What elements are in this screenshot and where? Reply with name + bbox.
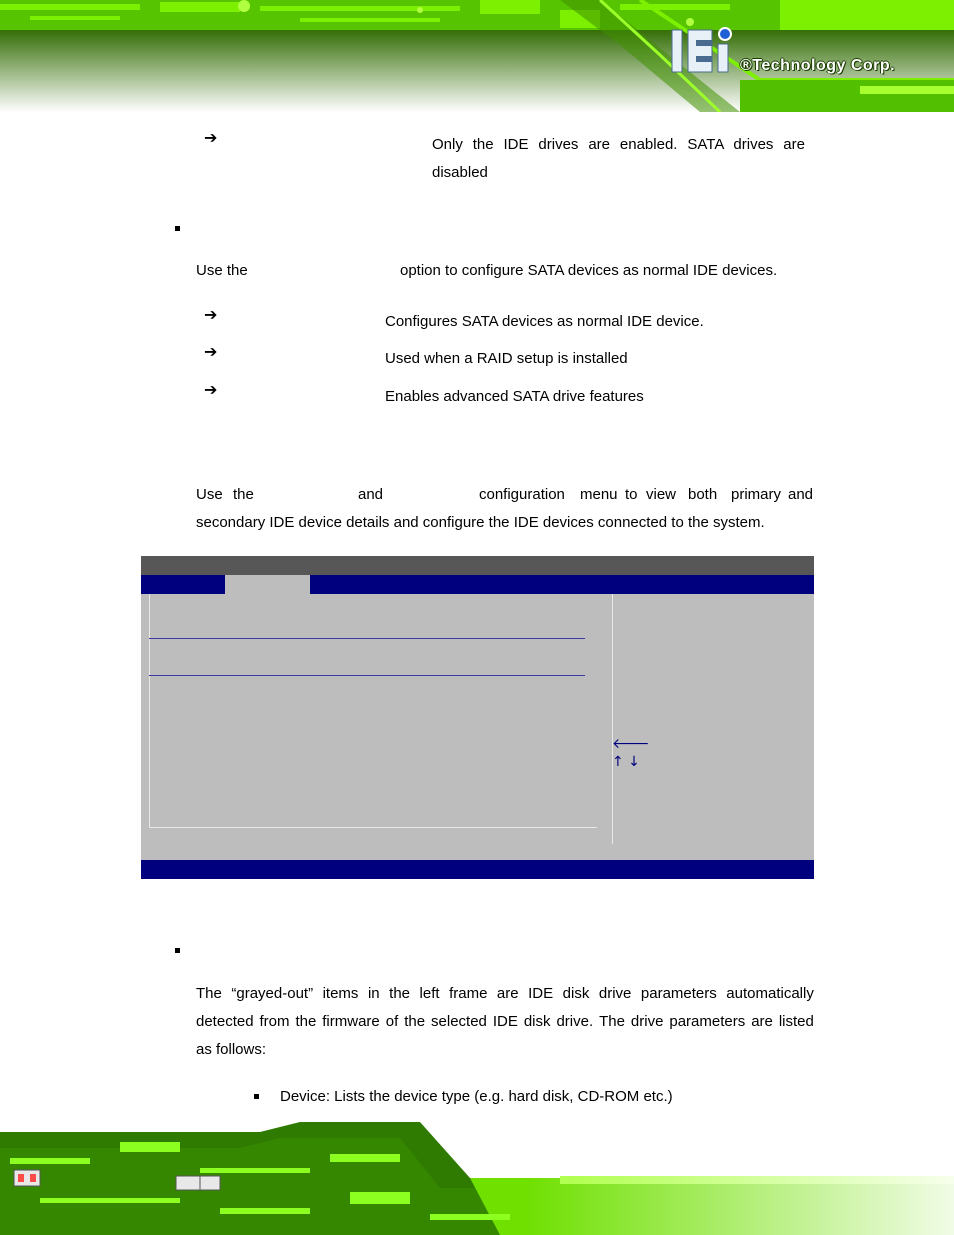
page-header-banner xyxy=(0,0,954,112)
arrow-left-icon: 🡐 xyxy=(612,736,650,752)
ide-intro-word: to xyxy=(625,486,638,503)
sata-option-ide-description: Configures SATA devices as normal IDE device. xyxy=(385,313,704,330)
ide-intro-word: the xyxy=(233,486,254,503)
auto-detected-line1 xyxy=(196,984,814,1004)
paragraph-word: automatically xyxy=(726,985,814,1002)
auto-detected-line2 xyxy=(196,1012,814,1032)
paragraph-word: detected xyxy=(196,1013,254,1030)
paragraph-word: parameters xyxy=(669,1013,746,1030)
circuit-board-header-art xyxy=(0,0,954,112)
option-arrow-icon: ➔ xyxy=(204,344,218,361)
ide-intro-word: menu xyxy=(580,486,618,503)
param-list-item-device: Device: Lists the device type (e.g. hard disk, CD-ROM etc.) xyxy=(280,1088,673,1105)
paragraph-word: the xyxy=(404,1013,426,1030)
ide-intro-word: and xyxy=(358,486,384,503)
paragraph-word: the xyxy=(295,1013,317,1030)
sata-option-ahci-description: Enables advanced SATA drive features xyxy=(385,388,644,405)
paragraph-word: selected xyxy=(431,1013,487,1030)
paragraph-word: disk xyxy=(523,1013,551,1030)
paragraph-word: the xyxy=(389,985,411,1002)
ide-intro-word: view xyxy=(646,486,677,503)
option-arrow-icon: ➔ xyxy=(204,130,218,147)
sata-option-raid-description: Used when a RAID setup is installed xyxy=(385,350,628,367)
paragraph-word: drive xyxy=(598,985,632,1002)
bios-status-bar xyxy=(141,860,814,879)
circuit-board-footer-art xyxy=(0,1118,954,1235)
paragraph-word: items xyxy=(322,985,359,1002)
configure-sata-intro-right: option to configure SATA devices as normal IDE devices. xyxy=(400,262,778,279)
option-arrow-icon: ➔ xyxy=(204,307,218,324)
ide-only-description-cont: disabled xyxy=(432,164,488,181)
arrow-up-down-icon: ↑ ↓ xyxy=(612,754,640,770)
configure-sata-intro-left: Use the xyxy=(196,262,248,279)
ide-only-description: Only the IDE drives are enabled. SATA drives are xyxy=(432,136,805,153)
paragraph-word: “grayed-out” xyxy=(231,985,314,1002)
bios-help-divider xyxy=(612,594,613,844)
paragraph-word: IDE xyxy=(528,985,554,1002)
section-bullet-icon xyxy=(175,948,180,953)
paragraph-word: in xyxy=(367,985,380,1002)
ide-intro-word: primary xyxy=(731,486,782,503)
paragraph-word: left xyxy=(419,985,440,1002)
paragraph-word: are xyxy=(496,985,519,1002)
ide-intro-word: configuration xyxy=(479,486,565,503)
paragraph-word: The xyxy=(599,1013,625,1030)
list-bullet-icon xyxy=(254,1094,259,1099)
paragraph-word: disk xyxy=(562,985,590,1002)
option-arrow-icon: ➔ xyxy=(204,382,218,399)
paragraph-word: listed xyxy=(778,1013,814,1030)
bios-ide-config-screen xyxy=(141,556,814,879)
section-bullet-icon xyxy=(175,226,180,231)
bios-separator-line xyxy=(149,638,585,639)
paragraph-word: The xyxy=(196,985,222,1002)
paragraph-word: drive xyxy=(630,1013,664,1030)
bios-left-frame xyxy=(149,594,597,828)
paragraph-word: frame xyxy=(449,985,488,1002)
paragraph-word: IDE xyxy=(492,1013,518,1030)
bios-active-tab xyxy=(225,575,310,594)
paragraph-word: from xyxy=(259,1013,290,1030)
auto-detected-line3: as follows: xyxy=(196,1041,267,1058)
bios-separator-line xyxy=(149,675,585,676)
ide-intro-word: Use xyxy=(196,486,223,503)
bios-title-bar xyxy=(141,556,814,575)
company-logo-text: ®Technology Corp. xyxy=(740,57,896,74)
paragraph-word: are xyxy=(751,1013,773,1030)
ide-intro-word: both xyxy=(688,486,718,503)
paragraph-word: of xyxy=(385,1013,399,1030)
bios-nav-help xyxy=(612,735,650,771)
paragraph-word: firmware xyxy=(322,1013,380,1030)
paragraph-word: drive. xyxy=(556,1013,594,1030)
ide-intro-word: and xyxy=(788,486,814,503)
iei-logo-icon xyxy=(672,28,731,72)
page-footer-banner xyxy=(0,1118,954,1235)
ide-intro-line2: secondary IDE device details and configure the IDE devices connected to the system. xyxy=(196,514,765,531)
paragraph-word: parameters xyxy=(640,985,717,1002)
